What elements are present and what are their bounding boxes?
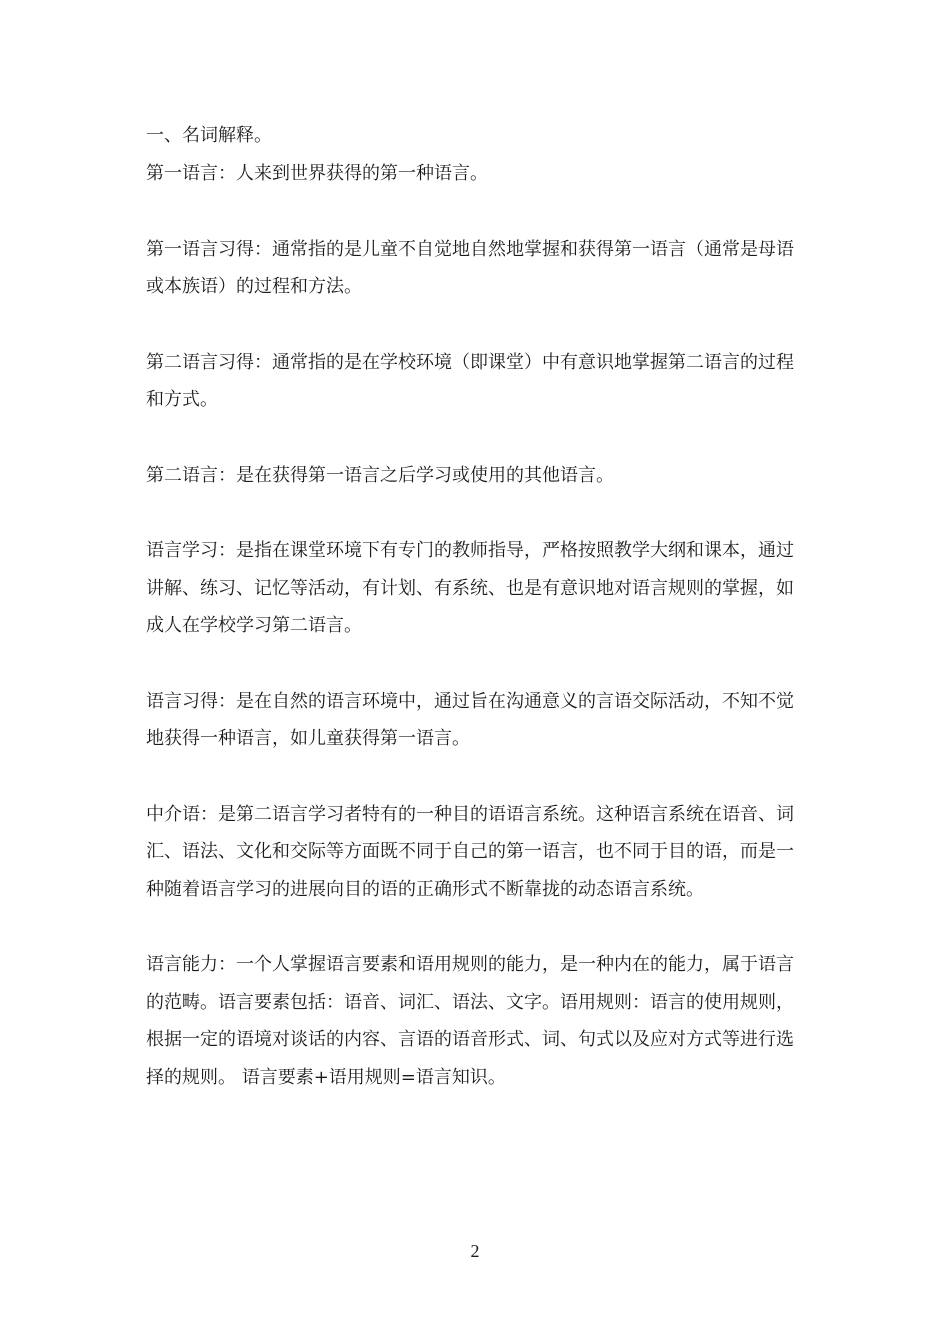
paragraph-language-competence: 语言能力：一个人掌握语言要素和语用规则的能力，是一种内在的能力，属于语言的范畴。语言要素包括：语音、词汇、语法、文字。语用规则：语言的使用规则，根据一定的语境对谈话的内容、言语的语音形式、词、句式以及应对方式等进行选择的规则。 语言要素+语用规则=语言知识。 [146,954,794,1088]
paragraph-language-learning: 语言学习：是指在课堂环境下有专门的教师指导，严格按照教学大纲和课本，通过讲解、练习、记忆等活动，有计划、有系统、也是有意识地对语言规则的掌握，如成人在学校学习第二语言。 [146,540,794,636]
paragraph-first-language: 第一语言：人来到世界获得的第一种语言。 [146,163,488,184]
paragraph-second-language-acquisition: 第二语言习得：通常指的是在学校环境（即课堂）中有意识地掌握第二语言的过程和方式。 [146,351,794,410]
paragraph-first-language-acquisition: 第一语言习得：通常指的是儿童不自觉地自然地掌握和获得第一语言（通常是母语或本族语）的过程和方法。 [146,238,794,297]
paragraph-second-language: 第二语言：是在获得第一语言之后学习或使用的其他语言。 [146,464,614,486]
paragraph-language-acquisition: 语言习得：是在自然的语言环境中，通过旨在沟通意义的言语交际活动，不知不觉地获得一种语言，如儿童获得第一语言。 [146,690,794,749]
document-body [146,117,806,1134]
page-number: 2 [470,1241,480,1261]
paragraph-interlanguage: 中介语：是第二语言学习者特有的一种目的语语言系统。这种语言系统在语音、词汇、语法、文化和交际等方面既不同于自己的第一语言，也不同于目的语，而是一种随着语言学习的进展向目的语的正确形式不断靠拢的动态语言系统。 [146,803,794,900]
section-heading: 一、名词解释。 [146,125,272,146]
